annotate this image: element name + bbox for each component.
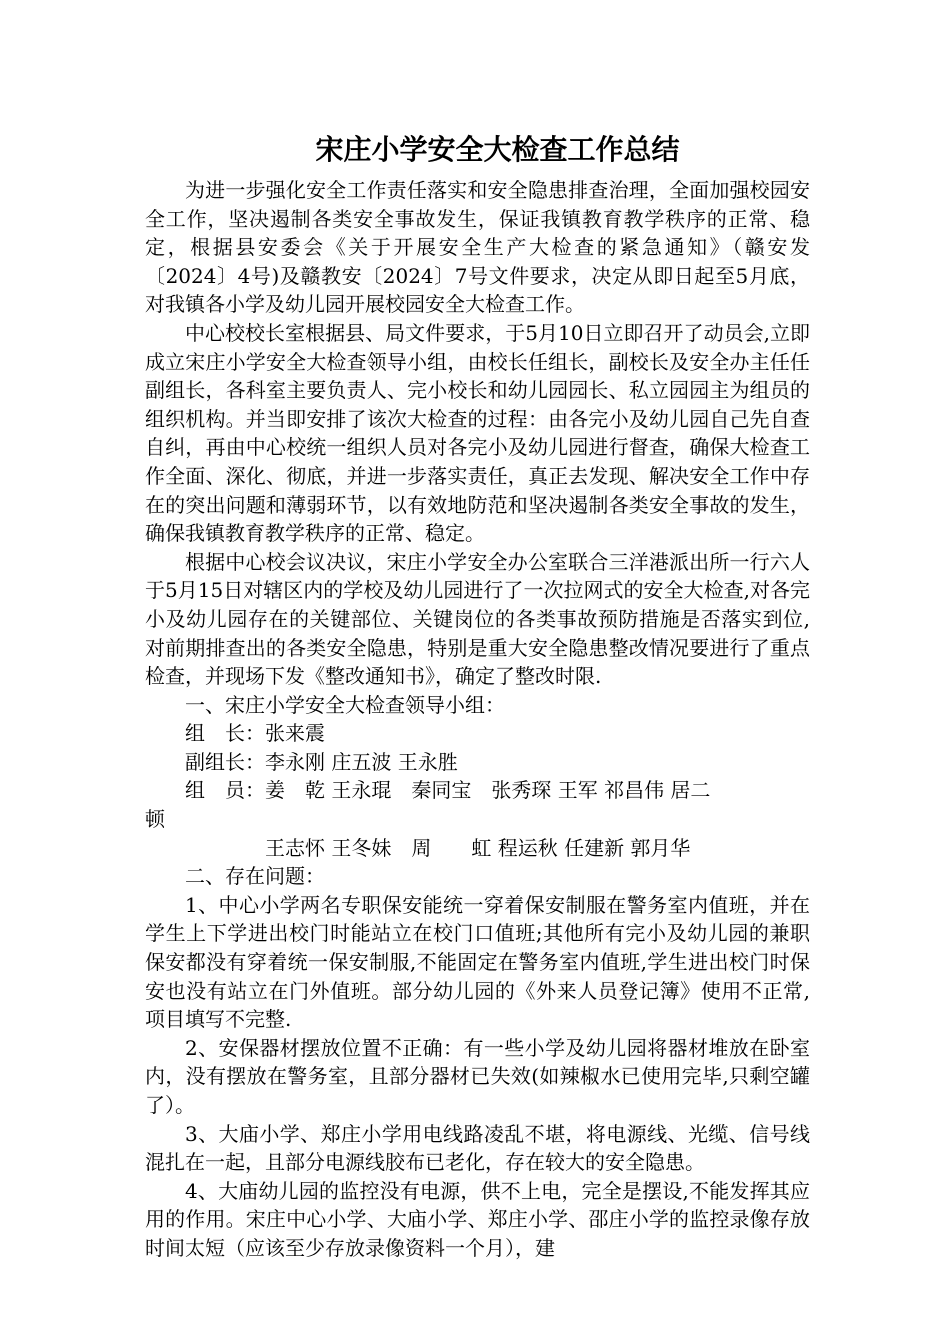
group-members-continued: 顿 — [145, 807, 165, 832]
document-page — [145, 128, 810, 1263]
problem-item: 4、大庙幼儿园的监控没有电源，供不上电，完全是摆设,不能发挥其应用的作用。宋庄中心小学、大庙小学、郑庄小学、邵庄小学的监控录像存放时间太短（应该至少存放录像资料一个月），建 — [145, 1178, 810, 1260]
section-heading-leadership: 一、宋庄小学安全大检查领导小组： — [185, 692, 505, 717]
vice-leaders: 副组长：李永刚 庄五波 王永胜 — [185, 749, 458, 774]
group-leader: 组 长：张来震 — [185, 721, 325, 746]
intro-paragraph: 为进一步强化安全工作责任落实和安全隐患排查治理，全面加强校园安全工作，坚决遏制各类安全事故发生，保证我镇教育教学秩序的正常、稳定，根据县安委会《关于开展安全生产大检查的紧急通知》（赣安发〔2024〕4号)及赣教安〔2024〕7号文件要求，决定从即日起至5月底，对我镇各小学及幼儿园开展校园安全大检查工作。 — [145, 178, 810, 317]
problem-item: 2、安保器材摆放位置不正确：有一些小学及幼儿园将器材堆放在卧室内，没有摆放在警务室，且部分器材已失效(如辣椒水已使用完毕,只剩空罐了）。 — [145, 1035, 810, 1117]
process-paragraph: 中心校校长室根据县、局文件要求，于5月10日立即召开了动员会,立即成立宋庄小学安全大检查领导小组，由校长任组长，副校长及安全办主任任副组长，各科室主要负责人、完小校长和幼儿园园长、私立园园主为组员的组织机构。并当即安排了该次大检查的过程：由各完小及幼儿园自己先自查自纠，再由中心校统一组织人员对各完小及幼儿园进行督查，确保大检查工作全面、深化、彻底，并进一步落实责任，真正去发现、解决安全工作中存在的突出问题和薄弱环节，以有效地防范和坚决遏制各类安全事故的发生，确保我镇教育教学秩序的正常、稳定。 — [145, 320, 810, 546]
problem-item: 1、中心小学两名专职保安能统一穿着保安制服在警务室内值班，并在学生上下学进出校门时能站立在校门口值班;其他所有完小及幼儿园的兼职保安都没有穿着统一保安制服,不能固定在警务室内值班,学生进出校门时保安也没有站立在门外值班。部分幼儿园的《外来人员登记簿》使用不正常,项目填写不完整. — [145, 892, 810, 1032]
document-title: 宋庄小学安全大检查工作总结 — [315, 133, 680, 166]
group-members-line-2: 王志怀 王冬妹 周 虹 程运秋 任建新 郭月华 — [265, 835, 691, 860]
section-heading-problems: 二、存在问题： — [185, 864, 325, 889]
problem-item: 3、大庙小学、郑庄小学用电线路凌乱不堪，将电源线、光缆、信号线混扎在一起，且部分电源线胶布已老化，存在较大的安全隐患。 — [145, 1121, 810, 1175]
inspection-paragraph: 根据中心校会议决议，宋庄小学安全办公室联合三洋港派出所一行六人于5月15日对辖区内的学校及幼儿园进行了一次拉网式的安全大检查,对各完小及幼儿园存在的关键部位、关键岗位的各类事故预防措施是否落实到位,对前期排查出的各类安全隐患，特别是重大安全隐患整改情况要进行了重点检查，并现场下发《整改通知书》，确定了整改时限. — [145, 549, 810, 689]
group-members: 组 员：姜 乾 王永琨 秦同宝 张秀琛 王军 祁昌伟 居二 — [185, 778, 711, 803]
